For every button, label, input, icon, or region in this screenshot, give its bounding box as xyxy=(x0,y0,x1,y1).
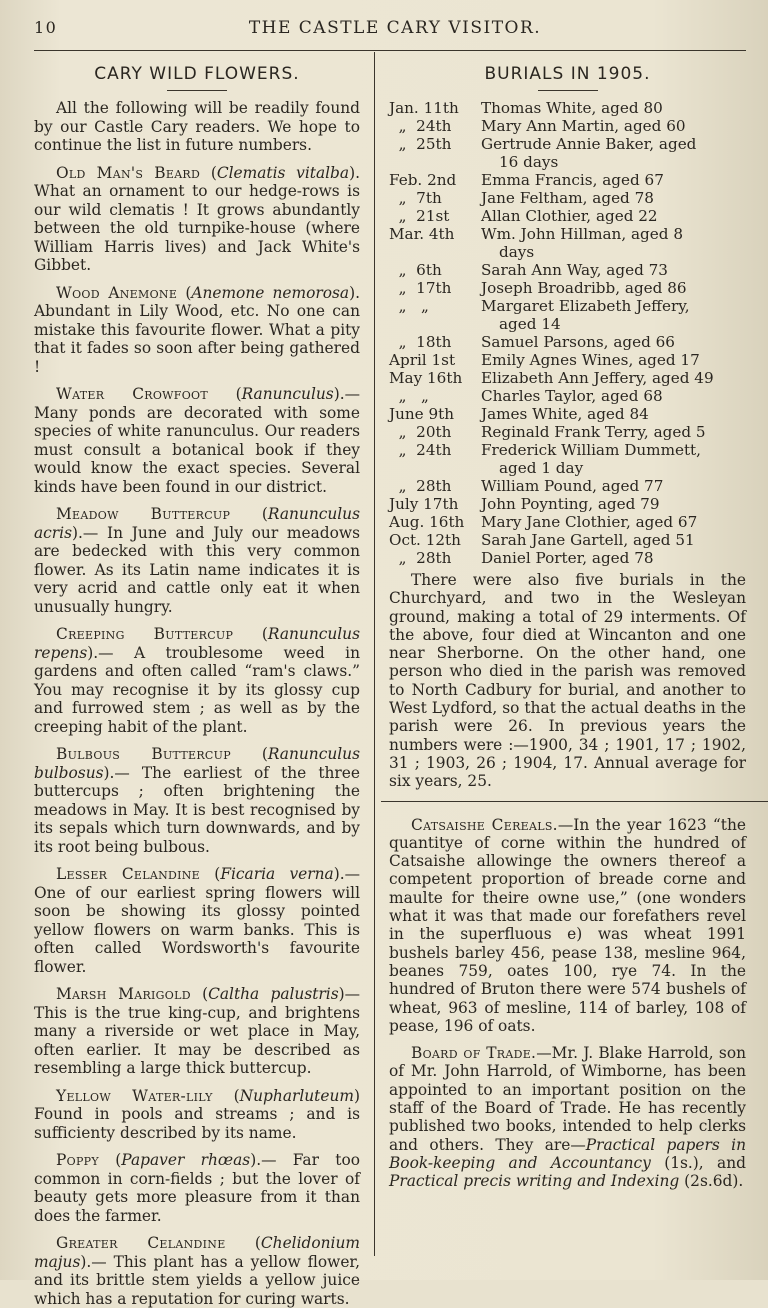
flower-name: Water Crowfoot xyxy=(56,385,208,403)
burial-date: „ 24th xyxy=(389,441,481,459)
flower-description: A troublesome weed in gardens and often called “ram's claws.” You may recognise it by its glossy cup and furrowed stem ; as well as by the creeping habit of the plant. xyxy=(34,644,360,736)
flower-description: The earliest of the three buttercups ; often brightening the meadows in May. It is best recognised by its sepals which turn downwards, and by its root being bulbous. xyxy=(34,764,360,856)
burial-row xyxy=(389,261,746,279)
book-title-1: Practical papers in Book-keeping and Accountancy xyxy=(389,1136,746,1172)
flower-punctuation: ).— xyxy=(104,764,130,782)
heading-rule xyxy=(167,90,227,91)
burial-entry: Elizabeth Ann Jeffery, aged 49 xyxy=(481,369,746,387)
flower-name: Greater Celandine xyxy=(56,1234,226,1252)
flower-description: One of our earliest spring flowers will soon be showing its glossy pointed yellow flowers on warm banks. This is often called Wordsworth's favourite flower. xyxy=(34,884,360,976)
burial-date: „ 21st xyxy=(389,207,481,225)
flower-latin-name: Ranunculus repens xyxy=(34,625,360,662)
flower-latin-name: Clematis vitalba xyxy=(217,164,349,182)
burial-list xyxy=(389,99,746,567)
flower-entry: Wood Anemone (Anemone nemorosa). Abundant in Lily Wood, etc. No one can mistake this favourite flower. What a pity that it fades so soon after being gathered ! xyxy=(34,284,360,377)
burial-row xyxy=(389,495,746,513)
burial-entry: Samuel Parsons, aged 66 xyxy=(481,333,746,351)
burial-row xyxy=(389,225,746,243)
burial-row xyxy=(389,279,746,297)
flower-description: Far too common in corn-fields ; but the lover of beauty gets more pleasure from it than does the farmer. xyxy=(34,1151,360,1225)
flower-description: This plant has a yellow flower, and its brittle stem yields a yellow juice which has a reputation for curing warts. xyxy=(34,1253,360,1308)
burial-row xyxy=(389,351,746,369)
flower-description: Many ponds are decorated with some species of white ranunculus. Our readers must consult a botanical book if they would know the exact species. Several kinds have been found in our district. xyxy=(34,404,360,496)
burial-row xyxy=(389,423,746,441)
burial-date: Jan. 11th xyxy=(389,99,481,117)
burial-row xyxy=(389,297,746,315)
column-rule xyxy=(374,52,375,1256)
flower-punctuation: ).— xyxy=(87,644,113,662)
burial-date: Aug. 16th xyxy=(389,513,481,531)
burial-entry-continued: days xyxy=(481,243,746,261)
flower-latin-name: Caltha palustris xyxy=(208,985,339,1003)
burial-date: „ „ xyxy=(389,297,481,315)
burial-entry: Charles Taylor, aged 68 xyxy=(481,387,746,405)
book-price-1: (1s.), and xyxy=(651,1154,746,1172)
burial-row xyxy=(389,207,746,225)
flower-name: Lesser Celandine xyxy=(56,865,200,883)
burial-date: May 16th xyxy=(389,369,481,387)
burial-date: Mar. 4th xyxy=(389,225,481,243)
burial-entry: William Pound, aged 77 xyxy=(481,477,746,495)
burial-row xyxy=(389,441,746,459)
flower-latin-name: Nupharluteum xyxy=(240,1087,354,1105)
burial-row-continuation xyxy=(389,459,746,477)
cereals-title: Catsaishe Cereals. xyxy=(411,816,558,834)
burial-date: „ 24th xyxy=(389,117,481,135)
burial-entry: Joseph Broadribb, aged 86 xyxy=(481,279,746,297)
burial-row-continuation xyxy=(389,153,746,171)
burial-row xyxy=(389,171,746,189)
flower-punctuation: ).— xyxy=(334,865,360,883)
burial-row-continuation xyxy=(389,243,746,261)
burial-date: „ 18th xyxy=(389,333,481,351)
burials-heading: BURIALS IN 1905. xyxy=(389,64,746,84)
burial-entry: Margaret Elizabeth Jeffery, xyxy=(481,297,746,315)
burial-entry: Sarah Ann Way, aged 73 xyxy=(481,261,746,279)
flower-punctuation: ) xyxy=(354,1087,360,1105)
burial-entry-continued: aged 1 day xyxy=(481,459,746,477)
burial-date: „ „ xyxy=(389,387,481,405)
flower-punctuation: ).— xyxy=(250,1151,276,1169)
flower-name: Yellow Water-lily xyxy=(56,1087,213,1105)
flower-latin-name: Chelidonium majus xyxy=(34,1234,360,1271)
two-column-body xyxy=(34,52,746,1256)
burial-entry: Sarah Jane Gartell, aged 51 xyxy=(481,531,746,549)
burial-date: Oct. 12th xyxy=(389,531,481,549)
flower-name: Creeping Buttercup xyxy=(56,625,233,643)
burial-date: „ 25th xyxy=(389,135,481,153)
flower-entry: Marsh Marigold (Caltha palustris)— This is the true king-cup, and brightens many a riverside or wet place in May, often earlier. It may be described as resembling a large thick buttercup. xyxy=(34,985,360,1078)
burial-row xyxy=(389,135,746,153)
flower-name: Wood Anemone xyxy=(56,284,177,302)
burial-row xyxy=(389,387,746,405)
flower-latin-name: Ficaria verna xyxy=(220,865,333,883)
flower-entry: Bulbous Buttercup (Ranunculus bulbosus).— The earliest of the three buttercups ; often brightening the meadows in May. It is best recognised by its sepals which turn downwards, and by its root being bulbous. xyxy=(34,745,360,856)
flower-punctuation: ).— xyxy=(72,524,98,542)
burial-entry: Daniel Porter, aged 78 xyxy=(481,549,746,567)
burial-date: „ 28th xyxy=(389,477,481,495)
book-price-2: (2s.6d). xyxy=(679,1172,743,1190)
running-head xyxy=(34,18,746,52)
burial-date: „ 20th xyxy=(389,423,481,441)
burial-entry: Wm. John Hillman, aged 8 xyxy=(481,225,746,243)
burial-date: April 1st xyxy=(389,351,481,369)
flower-latin-name: Ranunculus xyxy=(242,385,334,403)
flower-name: Poppy xyxy=(56,1151,99,1169)
burial-entry: Emma Francis, aged 67 xyxy=(481,171,746,189)
burial-entry: Mary Ann Martin, aged 60 xyxy=(481,117,746,135)
wild-flowers-column xyxy=(34,52,372,1256)
burial-entry-continued: 16 days xyxy=(481,153,746,171)
wild-flowers-intro: All the following will be readily found by our Castle Cary readers. We hope to continue the list in future numbers. xyxy=(34,99,360,155)
burial-entry: Thomas White, aged 80 xyxy=(481,99,746,117)
flower-entry: Poppy (Papaver rhœas).— Far too common in corn-fields ; but the lover of beauty gets more pleasure from it than does the farmer. xyxy=(34,1151,360,1225)
flower-latin-name: Ranunculus acris xyxy=(34,505,360,542)
wild-flowers-heading: CARY WILD FLOWERS. xyxy=(34,64,360,84)
flower-entry: Old Man's Beard (Clematis vitalba). What an ornament to our hedge-rows is our wild clematis ! It grows abundantly between the old turnpike-house (where William Harris lives) and Jack White's Gibbet. xyxy=(34,164,360,275)
burial-entry: Reginald Frank Terry, aged 5 xyxy=(481,423,746,441)
burial-date: „ 28th xyxy=(389,549,481,567)
flower-description: This is the true king-cup, and brightens many a riverside or wet place in May, often earlier. It may be described as resembling a large thick buttercup. xyxy=(34,1004,360,1078)
burial-row xyxy=(389,405,746,423)
burials-summary: There were also five burials in the Churchyard, and two in the Wesleyan ground, making a total of 29 interments. Of the above, four died at Wincanton and one near Sherborne. On the other hand, one person who died in the parish was removed to North Cadbury for burial, and another to West Lydford, so that the actual deaths in the parish were 26. In previous years the numbers were :—1900, 34 ; 1901, 17 ; 1902, 31 ; 1903, 26 ; 1904, 17. Annual average for six years, 25. xyxy=(389,571,746,791)
burial-entry: Gertrude Annie Baker, aged xyxy=(481,135,746,153)
flower-description: What an ornament to our hedge-rows is our wild clematis ! It grows abundantly between the old turnpike-house (where William Harris lives) and Jack White's Gibbet. xyxy=(34,182,360,274)
burial-date: „ 17th xyxy=(389,279,481,297)
burial-date: June 9th xyxy=(389,405,481,423)
burial-entry: Allan Clothier, aged 22 xyxy=(481,207,746,225)
flower-entry-list xyxy=(34,164,360,1308)
flower-entry: Greater Celandine (Chelidonium majus).— This plant has a yellow flower, and its brittle stem yields a yellow juice which has a reputation for curing warts. xyxy=(34,1234,360,1308)
flower-punctuation: ).— xyxy=(334,385,360,403)
burial-row xyxy=(389,531,746,549)
publication-title: THE CASTLE CARY VISITOR. xyxy=(74,18,746,38)
book-title-2: Practical precis writing and Indexing xyxy=(389,1172,679,1190)
burial-date: July 17th xyxy=(389,495,481,513)
burial-row xyxy=(389,333,746,351)
burial-date: „ 7th xyxy=(389,189,481,207)
header-divider xyxy=(34,50,746,51)
flower-entry: Water Crowfoot (Ranunculus).— Many ponds are decorated with some species of white ranunculus. Our readers must consult a botanical book if they would know the exact species. Several kinds have been found in our district. xyxy=(34,385,360,496)
burial-entry: James White, aged 84 xyxy=(481,405,746,423)
cereals-article xyxy=(389,816,746,1036)
burial-row xyxy=(389,513,746,531)
burial-entry: Frederick William Dummett, xyxy=(481,441,746,459)
section-divider xyxy=(381,801,768,802)
burial-row xyxy=(389,189,746,207)
flower-description: Abundant in Lily Wood, etc. No one can mistake this favourite flower. What a pity that it fades so soon after being gathered ! xyxy=(34,302,360,376)
flower-punctuation: ).— xyxy=(80,1253,106,1271)
flower-entry: Meadow Buttercup (Ranunculus acris).— In June and July our meadows are bedecked with this very common flower. As its Latin name indicates it is very acrid and cattle only eat it when unusually hungry. xyxy=(34,505,360,616)
burial-row xyxy=(389,117,746,135)
flower-name: Marsh Marigold xyxy=(56,985,191,1003)
burial-row xyxy=(389,369,746,387)
burial-entry-continued: aged 14 xyxy=(481,315,746,333)
flower-entry: Yellow Water-lily (Nupharluteum) Found in pools and streams ; and is sufficienty described by its name. xyxy=(34,1087,360,1143)
flower-punctuation: ). xyxy=(349,164,360,182)
page-number: 10 xyxy=(34,18,74,37)
burial-row xyxy=(389,99,746,117)
flower-latin-name: Ranunculus bulbosus xyxy=(34,745,360,782)
burial-entry: Jane Feltham, aged 78 xyxy=(481,189,746,207)
flower-description: In June and July our meadows are bedecked with this very common flower. As its Latin name indicates it is very acrid and cattle only eat it when unusually hungry. xyxy=(34,524,360,616)
burial-entry: John Poynting, aged 79 xyxy=(481,495,746,513)
burial-row xyxy=(389,477,746,495)
flower-latin-name: Anemone nemorosa xyxy=(191,284,349,302)
burial-entry: Mary Jane Clothier, aged 67 xyxy=(481,513,746,531)
burial-entry: Emily Agnes Wines, aged 17 xyxy=(481,351,746,369)
flower-name: Old Man's Beard xyxy=(56,164,200,182)
flower-name: Meadow Buttercup xyxy=(56,505,230,523)
burial-date: Feb. 2nd xyxy=(389,171,481,189)
flower-name: Bulbous Buttercup xyxy=(56,745,231,763)
burials-column xyxy=(381,52,746,1256)
burial-row-continuation xyxy=(389,315,746,333)
board-of-trade-article xyxy=(389,1044,746,1190)
flower-latin-name: Papaver rhœas xyxy=(121,1151,250,1169)
cereals-text: —In the year 1623 “the quantitye of corne within the hundred of Catsaishe allowinge the owners thereof a competent proportion of breade corne and maulte for theire owne use,” (one wonders what it was that made our forefathers revel in the superfluous e) was wheat 1991 bushels barley 456, pease 138, mesline 964, beanes 759, oates 100, rye 74. In the hundred of Bruton there were 574 bushels of wheat, 963 of mesline, 114 of barley, 108 of pease, 196 of oats. xyxy=(389,816,746,1035)
heading-rule xyxy=(538,90,598,91)
flower-entry: Lesser Celandine (Ficaria verna).— One of our earliest spring flowers will soon be showing its glossy pointed yellow flowers on warm banks. This is often called Wordsworth's favourite flower. xyxy=(34,865,360,976)
flower-punctuation: ). xyxy=(349,284,360,302)
board-title: Board of Trade. xyxy=(411,1044,536,1062)
flower-entry: Creeping Buttercup (Ranunculus repens).— A troublesome weed in gardens and often called “ram's claws.” You may recognise it by its glossy cup and furrowed stem ; as well as by the creeping habit of the plant. xyxy=(34,625,360,736)
burial-row xyxy=(389,549,746,567)
board-text: —Mr. J. Blake Harrold, son of Mr. John Harrold, of Wimborne, has been appointed to an important position on the staff of the Board of Trade. He has recently published two books, intended to help clerks and others. They are— xyxy=(389,1044,746,1153)
burial-date: „ 6th xyxy=(389,261,481,279)
flower-punctuation: )— xyxy=(339,985,360,1003)
flower-description: Found in pools and streams ; and is sufficienty described by its name. xyxy=(34,1105,360,1142)
